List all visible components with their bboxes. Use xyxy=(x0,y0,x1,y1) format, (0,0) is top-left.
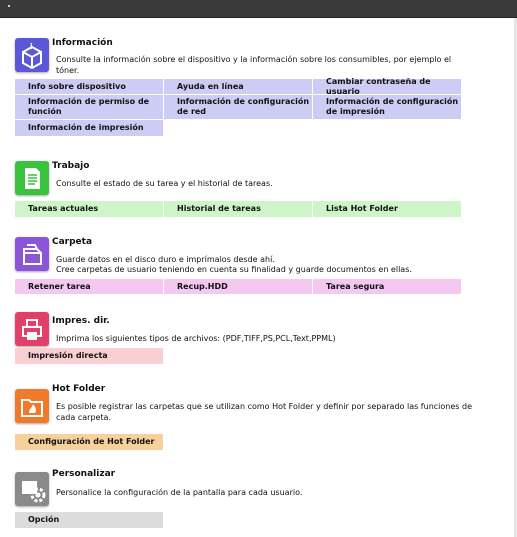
customize-links xyxy=(15,512,461,528)
settings-gear-icon[interactable] xyxy=(15,472,49,506)
section-description: Es posible registrar las carpetas que se utilizan como Hot Folder y definir por separado las funciones de cada carpeta. xyxy=(56,402,472,422)
print-config-link[interactable]: Información de configuración de impresión xyxy=(313,95,461,119)
title-bar-dot xyxy=(8,5,10,7)
section-title: Hot Folder xyxy=(52,384,106,394)
section-job xyxy=(15,161,462,219)
section-title: Impres. dir. xyxy=(52,316,110,326)
folder-links xyxy=(15,279,461,294)
function-permission-link[interactable]: Información de permiso de función xyxy=(15,95,163,119)
hdd-recovery-link[interactable]: Recup.HDD xyxy=(164,279,312,294)
hot-folder-config-link[interactable]: Configuración de Hot Folder xyxy=(15,434,163,450)
section-information xyxy=(15,38,462,142)
change-password-link[interactable]: Cambiar contraseña de usuario xyxy=(313,79,461,94)
option-link[interactable]: Opción xyxy=(15,512,163,528)
section-folder xyxy=(15,237,462,297)
info-box-icon[interactable] xyxy=(15,38,49,72)
svg-text:i: i xyxy=(30,42,33,51)
section-direct-print xyxy=(15,312,462,368)
info-device-link[interactable]: Info sobre dispositivo xyxy=(15,79,163,94)
section-description-line1: Guarde datos en el disco duro e imprímalos desde ahí. xyxy=(56,255,275,264)
print-links xyxy=(15,348,461,364)
section-title: Carpeta xyxy=(52,237,93,247)
section-title: Personalizar xyxy=(52,469,116,479)
current-jobs-link[interactable]: Tareas actuales xyxy=(15,201,163,217)
network-config-link[interactable]: Información de configuración de red xyxy=(164,95,312,119)
info-links xyxy=(15,76,461,136)
print-info-link[interactable]: Información de impresión xyxy=(15,120,163,136)
hot-folder-list-link[interactable]: Lista Hot Folder xyxy=(313,201,461,217)
section-description: Consulte el estado de su tarea y el historial de tareas. xyxy=(56,179,273,188)
document-icon[interactable] xyxy=(15,161,49,195)
section-description-line2: Cree carpetas de usuario teniendo en cuenta su finalidad y guarde documentos en ellas. xyxy=(56,265,412,274)
section-title: Trabajo xyxy=(52,161,90,171)
hot-folder-icon[interactable] xyxy=(15,389,49,423)
hot-folder-links xyxy=(15,434,461,450)
online-help-link[interactable]: Ayuda en línea xyxy=(164,79,312,94)
section-title: Información xyxy=(52,38,113,48)
printer-icon[interactable] xyxy=(15,312,49,346)
section-description: Personalice la configuración de la pantalla para cada usuario. xyxy=(56,488,303,497)
direct-print-link[interactable]: Impresión directa xyxy=(15,348,163,364)
job-history-link[interactable]: Historial de tareas xyxy=(164,201,312,217)
window-title-bar xyxy=(0,0,517,18)
section-customize xyxy=(15,469,462,530)
section-hot-folder xyxy=(15,384,472,451)
job-links xyxy=(15,201,461,217)
section-description: Consulte la información sobre el dispositivo y la información sobre los consumibles, por ejemplo el tóner. xyxy=(56,55,452,75)
secure-job-link[interactable]: Tarea segura xyxy=(313,279,461,294)
section-description: Imprima los siguientes tipos de archivos: (PDF,TIFF,PS,PCL,Text,PPML) xyxy=(56,334,336,343)
hold-job-link[interactable]: Retener tarea xyxy=(15,279,163,294)
folder-box-icon[interactable] xyxy=(15,237,49,271)
